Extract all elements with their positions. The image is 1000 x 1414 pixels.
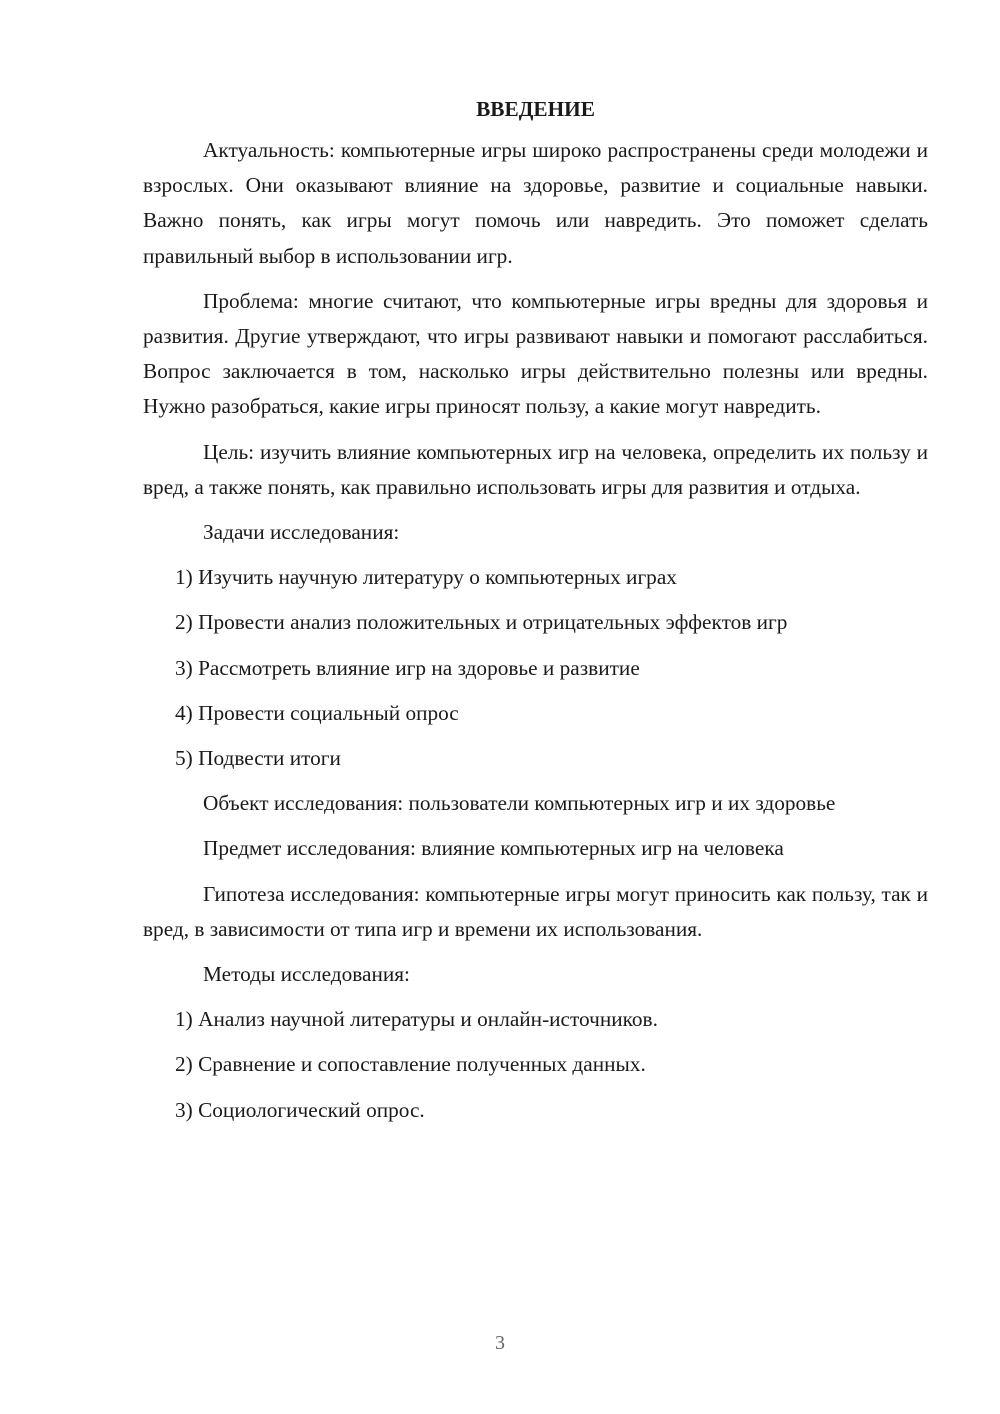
paragraph-hypothesis: Гипотеза исследования: компьютерные игры могут приносить как пользу, так и вред, в зависимости от типа игр и времени их использования. — [143, 881, 928, 941]
tasks-heading: Задачи исследования: — [203, 520, 400, 545]
list-item: 1) Анализ научной литературы и онлайн-источников. — [175, 1007, 658, 1032]
tasks-list — [143, 560, 928, 776]
document-page — [143, 92, 928, 1138]
paragraph-object: Объект исследования: пользователи компьютерных игр и их здоровье — [203, 791, 836, 816]
list-item: 4) Провести социальный опрос — [175, 700, 459, 725]
list-item: 2) Сравнение и сопоставление полученных данных. — [175, 1052, 646, 1077]
page-title: ВВЕДЕНИЕ — [476, 97, 595, 121]
paragraph-problem: Проблема: многие считают, что компьютерные игры вредны для здоровья и развития. Другие утверждают, что игры развивают навыки и помогают расслабиться. Вопрос заключается в том, насколько игры действительно полезны или вредны. Нужно разобраться, какие игры приносят пользу, а какие могут навредить. — [143, 288, 928, 419]
paragraph-subject: Предмет исследования: влияние компьютерных игр на человека — [203, 836, 784, 861]
methods-list — [143, 1002, 928, 1128]
list-item: 2) Провести анализ положительных и отрицательных эффектов игр — [175, 610, 788, 635]
paragraph-goal: Цель: изучить влияние компьютерных игр на человека, определить их пользу и вред, а также понять, как правильно использовать игры для развития и отдыха. — [143, 439, 928, 499]
methods-heading: Методы исследования: — [203, 962, 410, 987]
list-item: 3) Рассмотреть влияние игр на здоровье и развитие — [175, 655, 640, 680]
list-item: 3) Социологический опрос. — [175, 1097, 425, 1122]
page-number: 3 — [495, 1332, 505, 1354]
list-item: 1) Изучить научную литературу о компьютерных играх — [175, 565, 677, 590]
list-item: 5) Подвести итоги — [175, 746, 341, 771]
paragraph-relevance: Актуальность: компьютерные игры широко распространены среди молодежи и взрослых. Они оказывают влияние на здоровье, развитие и социальные навыки. Важно понять, как игры могут помочь или навредить. Это поможет сделать правильный выбор в использовании игр. — [143, 138, 928, 268]
